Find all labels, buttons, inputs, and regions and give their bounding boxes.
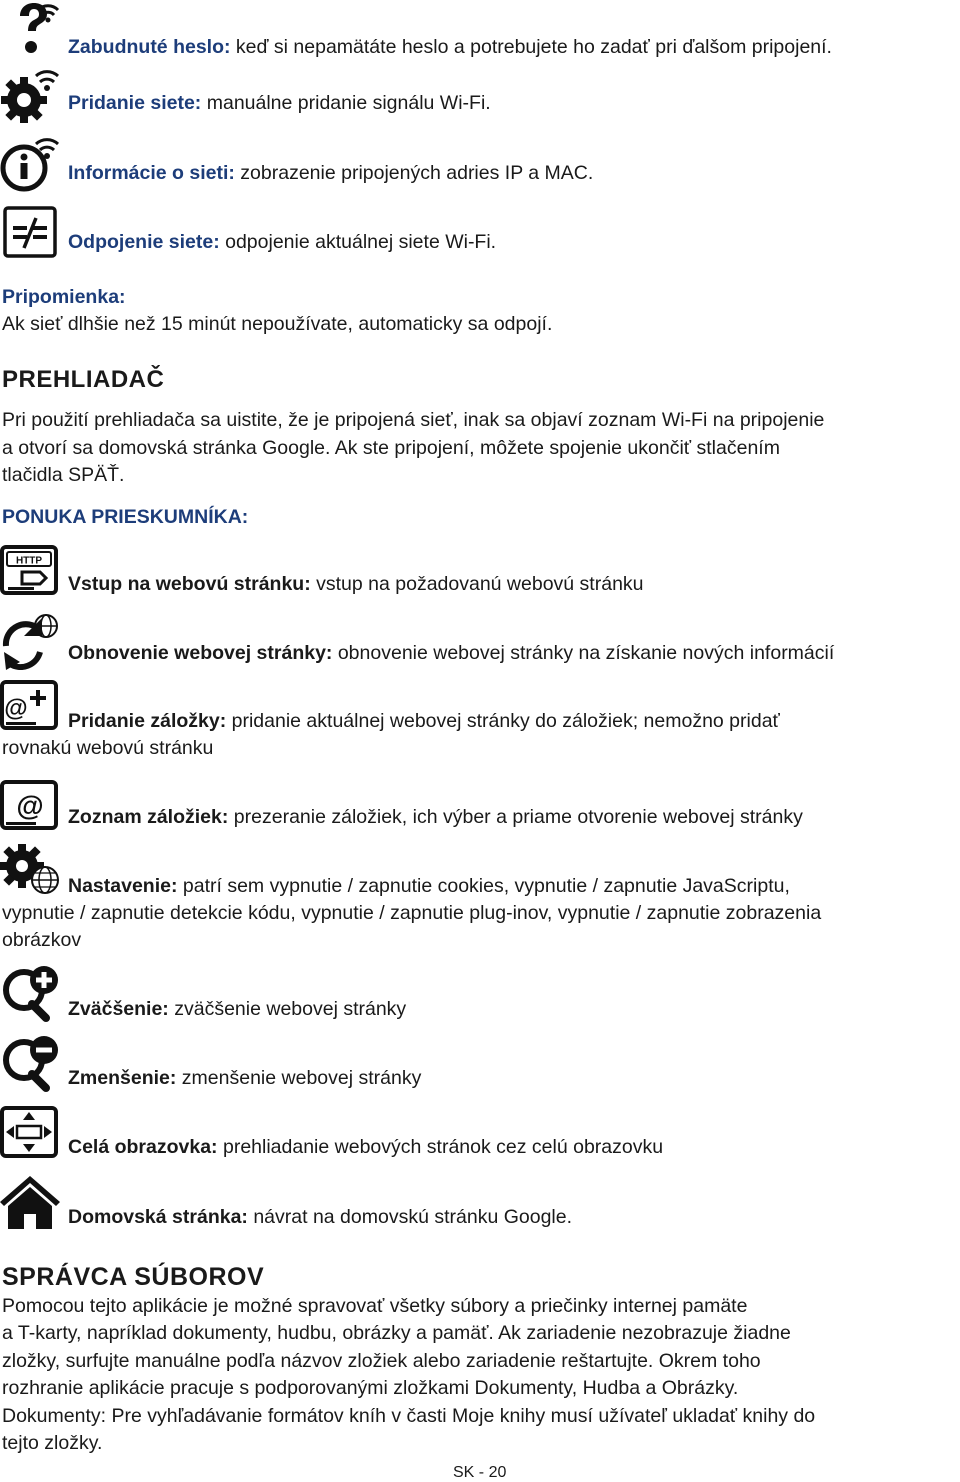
item-label: Obnovenie webovej stránky: bbox=[68, 642, 333, 664]
http-icon bbox=[0, 542, 60, 600]
browser-item-text bbox=[68, 571, 644, 598]
item-description: zobrazenie pripojených adries IP a MAC. bbox=[234, 162, 594, 184]
item-label: Zoznam záložiek: bbox=[68, 806, 229, 828]
zoom-out-icon bbox=[0, 1034, 60, 1092]
item-label: Celá obrazovka: bbox=[68, 1136, 218, 1158]
note-text: Ak sieť dlhšie než 15 minút nepoužívate, automaticky sa odpojí. bbox=[2, 313, 553, 335]
item-label: Vstup na webovú stránku: bbox=[68, 573, 311, 595]
wifi-question-icon bbox=[0, 2, 60, 60]
bookmarks-list-icon bbox=[0, 778, 60, 836]
disconnect-icon bbox=[0, 204, 60, 262]
item-description: zmenšenie webovej stránky bbox=[176, 1067, 422, 1089]
svg-text:@: @ bbox=[4, 695, 28, 722]
wifi-item-text bbox=[68, 160, 593, 187]
item-description: patrí sem vypnutie / zapnutie cookies, vypnutie / zapnutie JavaScriptu, bbox=[177, 875, 790, 897]
browser-item-text-continued: rovnakú webovú stránku bbox=[2, 737, 214, 759]
paragraph-line: rozhranie aplikácie pracuje s podporovanými zložkami Dokumenty, Hudba a Obrázky. bbox=[2, 1377, 739, 1400]
item-description: obnovenie webovej stránky na získanie nových informácií bbox=[332, 642, 835, 664]
home-icon bbox=[0, 1174, 60, 1232]
item-description: odpojenie aktuálnej siete Wi-Fi. bbox=[219, 231, 497, 253]
zoom-in-icon bbox=[0, 964, 60, 1022]
paragraph-line: tlačidla SPÄŤ. bbox=[2, 464, 125, 486]
paragraph-line: a T-karty, napríklad dokumenty, hudbu, obrázky a pamäť. Ak zariadenie nezobrazuje žiadne bbox=[2, 1322, 791, 1345]
paragraph-line: Dokumenty: Pre vyhľadávanie formátov kníh v časti Moje knihy musí užívateľ ukladať knihy do bbox=[2, 1404, 816, 1427]
wifi-info-icon bbox=[0, 138, 60, 196]
wifi-item-text bbox=[68, 34, 832, 61]
note-label: Pripomienka: bbox=[2, 286, 126, 308]
browser-item-text bbox=[68, 996, 406, 1023]
browser-item-text bbox=[68, 1204, 572, 1231]
browser-item-text bbox=[68, 873, 790, 900]
browser-item-text bbox=[68, 1134, 663, 1161]
browser-menu-title: PONUKA PRIESKUMNÍKA: bbox=[2, 506, 249, 528]
item-label: Nastavenie: bbox=[68, 875, 178, 897]
wifi-gear-icon bbox=[0, 68, 60, 126]
svg-text:@: @ bbox=[16, 790, 44, 821]
item-description: vstup na požadovanú webovú stránku bbox=[310, 573, 644, 595]
item-label: Zmenšenie: bbox=[68, 1067, 177, 1089]
wifi-item-text bbox=[68, 229, 496, 256]
paragraph-line: a otvorí sa domovská stránka Google. Ak ste pripojení, môžete spojenie ukončiť stlačením bbox=[2, 436, 780, 459]
browser-item-text-continued: obrázkov bbox=[2, 929, 82, 951]
wifi-item-text bbox=[68, 90, 491, 117]
svg-text:HTTP: HTTP bbox=[15, 555, 43, 567]
section-title-browser: PREHLIADAČ bbox=[2, 366, 165, 393]
browser-item-text bbox=[68, 1065, 421, 1092]
section-title-file-manager: SPRÁVCA SÚBOROV bbox=[2, 1263, 265, 1291]
browser-item-text-continued: vypnutie / zapnutie detekcie kódu, vypnutie / zapnutie plug-inov, vypnutie / zapnutie zobrazenia bbox=[2, 902, 822, 924]
item-label: Pridanie siete: bbox=[68, 92, 202, 114]
refresh-globe-icon bbox=[0, 612, 60, 670]
item-label: Zväčšenie: bbox=[68, 998, 169, 1020]
add-bookmark-icon bbox=[0, 678, 60, 736]
paragraph-line: tejto zložky. bbox=[2, 1432, 103, 1455]
file-manager-paragraph bbox=[2, 1293, 958, 1457]
item-description: manuálne pridanie signálu Wi-Fi. bbox=[201, 92, 491, 114]
item-description: keď si nepamätáte heslo a potrebujete ho zadať pri ďalšom pripojení. bbox=[230, 36, 832, 58]
fullscreen-icon bbox=[0, 1104, 60, 1162]
item-label: Zabudnuté heslo: bbox=[68, 36, 231, 58]
item-label: Domovská stránka: bbox=[68, 1206, 248, 1228]
item-label: Informácie o sieti: bbox=[68, 162, 235, 184]
item-label: Pridanie záložky: bbox=[68, 710, 227, 732]
item-description: zväčšenie webovej stránky bbox=[168, 998, 407, 1020]
paragraph-line: Pri použití prehliadača sa uistite, že je pripojená sieť, inak sa objaví zoznam Wi-Fi na pripojenie bbox=[2, 409, 825, 431]
item-description: prehliadanie webových stránok cez celú obrazovku bbox=[217, 1136, 664, 1158]
browser-item-text bbox=[68, 640, 834, 667]
paragraph-line: Pomocou tejto aplikácie je možné spravovať všetky súbory a priečinky internej pamäte bbox=[2, 1295, 748, 1317]
settings-globe-icon bbox=[0, 840, 60, 898]
item-description: prezeranie záložiek, ich výber a priame otvorenie webovej stránky bbox=[228, 806, 803, 828]
browser-item-text bbox=[68, 708, 780, 735]
item-label: Odpojenie siete: bbox=[68, 231, 220, 253]
item-description: návrat na domovskú stránku Google. bbox=[247, 1206, 573, 1228]
browser-paragraph bbox=[2, 407, 958, 490]
item-description: pridanie aktuálnej webovej stránky do záložiek; nemožno pridať bbox=[226, 710, 780, 732]
browser-item-text bbox=[68, 804, 803, 831]
paragraph-line: zložky, surfujte manuálne podľa názvov zložiek alebo zariadenie reštartujte. Okrem toho bbox=[2, 1349, 761, 1372]
page-number: SK - 20 bbox=[453, 1464, 507, 1481]
